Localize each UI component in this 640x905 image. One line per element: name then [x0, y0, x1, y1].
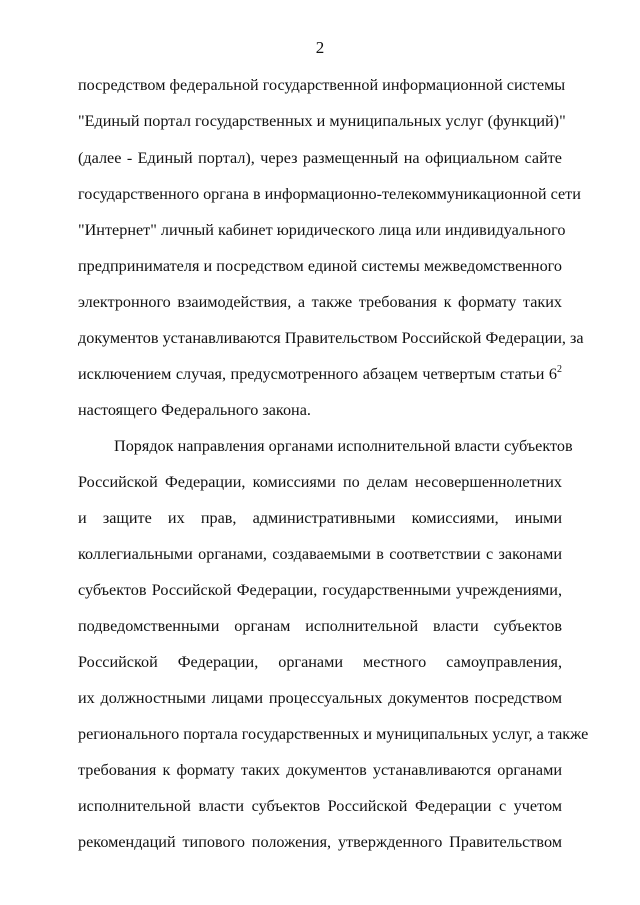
article-superscript: 2 — [557, 364, 562, 375]
paragraph-line: "Единый портал государственных и муниципальных услуг (функций)" — [78, 112, 566, 130]
paragraph-line: электронного взаимодействия, а также требования к формату таких — [78, 293, 562, 311]
paragraph-line: требования к формату таких документов устанавливаются органами — [78, 761, 562, 779]
paragraph-line: настоящего Федерального закона. — [78, 401, 311, 419]
paragraph-line: субъектов Российской Федерации, государственными учреждениями, — [78, 581, 562, 599]
page-number: 2 — [315, 38, 325, 57]
paragraph-line: рекомендаций типового положения, утвержденного Правительством — [78, 833, 562, 851]
paragraph-line: (далее - Единый портал), через размещенный на официальном сайте — [78, 149, 562, 167]
paragraph-line: Российской Федерации, органами местного самоуправления, — [78, 653, 562, 671]
paragraph-line: предпринимателя и посредством единой системы межведомственного — [78, 257, 562, 275]
paragraph-line: государственного органа в информационно-телекоммуникационной сети — [78, 185, 581, 203]
paragraph-line: регионального портала государственных и муниципальных услуг, а также — [78, 725, 589, 743]
paragraph-line: Порядок направления органами исполнительной власти субъектов — [114, 437, 573, 455]
paragraph-line: посредством федеральной государственной информационной системы — [78, 76, 566, 94]
paragraph-line: Российской Федерации, комиссиями по делам несовершеннолетних — [78, 473, 562, 491]
paragraph-line: документов устанавливаются Правительством Российской Федерации, за — [78, 329, 584, 347]
paragraph-line: подведомственными органам исполнительной власти субъектов — [78, 617, 562, 635]
paragraph-line: "Интернет" личный кабинет юридического лица или индивидуального — [78, 221, 566, 239]
paragraph-line-text: исключением случая, предусмотренного абзацем четвертым статьи 6 — [78, 365, 557, 383]
paragraph-line-with-superscript — [78, 362, 562, 386]
paragraph-line: исполнительной власти субъектов Российской Федерации с учетом — [78, 797, 562, 815]
paragraph-line: их должностными лицами процессуальных документов посредством — [78, 689, 562, 707]
paragraph-line: коллегиальными органами, создаваемыми в соответствии с законами — [78, 545, 562, 563]
paragraph-line: и защите их прав, административными комиссиями, иными — [78, 509, 562, 527]
